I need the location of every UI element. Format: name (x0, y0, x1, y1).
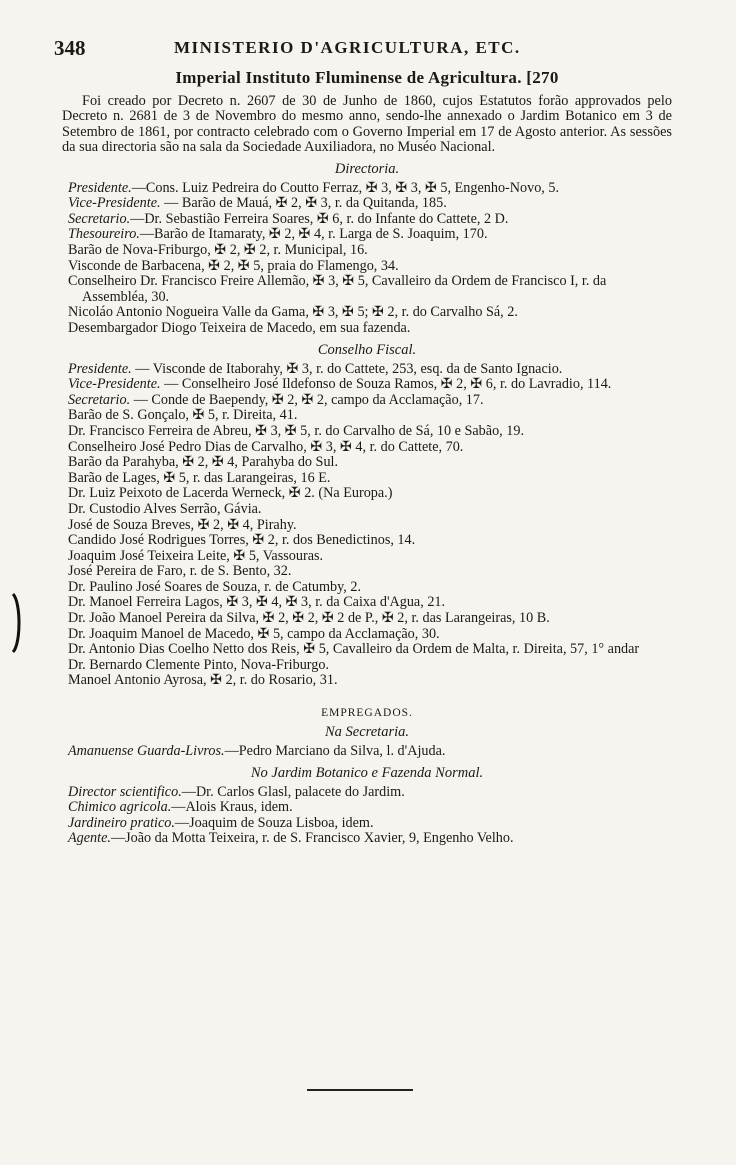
entry-role: Amanuense Guarda-Livros. (68, 743, 225, 760)
list-item (68, 321, 672, 337)
entry-role: Chimico agricola. (68, 799, 172, 816)
directoria-heading: Directoria. (334, 160, 400, 177)
entry-text: Visconde de Barbacena, ✠ 2, ✠ 5, praia do Flamengo, 34. (68, 257, 399, 274)
entry-role: Presidente. (68, 179, 132, 196)
entry-text: Nicoláo Antonio Nogueira Valle da Gama, ✠ 3, ✠ 5; ✠ 2, r. do Carvalho Sá, 2. (68, 304, 518, 321)
entry-text: Conselheiro Dr. Francisco Freire Allemão, ✠ 3, ✠ 5, Cavalleiro da Ordem de Francisco I, r. da Assembléa, 30. (68, 273, 607, 305)
entry-text: José de Souza Breves, ✠ 2, ✠ 4, Pirahy. (68, 516, 297, 533)
entry-text: — Conde de Baependy, ✠ 2, ✠ 2, campo da Acclamação, 17. (130, 391, 484, 408)
list-item (68, 259, 672, 275)
entry-text: —Joaquim de Souza Lisboa, idem. (174, 814, 374, 831)
list-item (68, 227, 672, 243)
entry-text: —Barão de Itamaraty, ✠ 2, ✠ 4, r. Larga de S. Joaquim, 170. (139, 226, 488, 243)
list-item (68, 243, 672, 259)
entry-text: —Dr. Sebastião Ferreira Soares, ✠ 6, r. do Infante do Cattete, 2 D. (130, 210, 509, 227)
margin-bracket-mark (10, 592, 24, 654)
list-item (68, 831, 672, 847)
page-number: 348 (54, 36, 86, 60)
entry-text: — Barão de Mauá, ✠ 2, ✠ 3, r. da Quitanda, 185. (160, 195, 447, 212)
list-item (68, 533, 672, 549)
entry-text: —Cons. Luiz Pedreira do Coutto Ferraz, ✠ 3, ✠ 3, ✠ 5, Engenho-Novo, 5. (131, 179, 560, 196)
list-item (68, 471, 672, 487)
entry-text: Dr. Antonio Dias Coelho Netto dos Reis, ✠ 5, Cavalleiro da Ordem de Malta, r. Direita, 57, 1° andar (68, 641, 640, 658)
list-item (68, 642, 672, 658)
jardim-list (62, 785, 672, 847)
list-item (68, 377, 672, 393)
entry-text: Dr. Luiz Peixoto de Lacerda Werneck, ✠ 2. (Na Europa.) (68, 485, 393, 502)
entry-text: Barão de Lages, ✠ 5, r. das Larangeiras, 16 E. (68, 469, 331, 486)
entry-text: Barão de Nova-Friburgo, ✠ 2, ✠ 2, r. Municipal, 16. (68, 242, 368, 258)
entry-text: Dr. Bernardo Clemente Pinto, Nova-Friburgo. (68, 656, 329, 673)
page-header (54, 36, 672, 62)
entry-role: Secretario. (68, 391, 131, 408)
entry-text: Dr. Paulino José Soares de Souza, r. de Catumby, 2. (68, 578, 362, 595)
list-item (68, 595, 672, 611)
entry-text: Dr. Francisco Ferreira de Abreu, ✠ 3, ✠ 5, r. do Carvalho de Sá, 10 e Sabão, 19. (68, 422, 524, 439)
entry-text: Conselheiro José Pedro Dias de Carvalho, ✠ 3, ✠ 4, r. do Cattete, 70. (68, 438, 464, 455)
secretaria-list (62, 744, 672, 760)
entry-text: José Pereira de Faro, r. de S. Bento, 32. (68, 563, 292, 580)
empregados-heading: EMPREGADOS. (321, 707, 413, 720)
list-item (68, 362, 672, 378)
entry-role: Agente. (68, 830, 111, 847)
entry-text: —Alois Kraus, idem. (171, 799, 293, 816)
entry-text: Barão da Parahyba, ✠ 2, ✠ 4, Parahyba do Sul. (68, 454, 339, 471)
entry-text: —Dr. Carlos Glasl, palacete do Jardim. (181, 783, 405, 800)
list-item (68, 424, 672, 440)
entry-text: Dr. Manoel Ferreira Lagos, ✠ 3, ✠ 4, ✠ 3, r. da Caixa d'Agua, 21. (68, 594, 446, 611)
entry-text: —João da Motta Teixeira, r. de S. Francisco Xavier, 9, Engenho Velho. (110, 830, 514, 847)
list-item (68, 440, 672, 456)
list-item (68, 627, 672, 643)
entry-text: Joaquim José Teixeira Leite, ✠ 5, Vassouras. (68, 547, 324, 564)
list-item (68, 564, 672, 580)
secretaria-heading: Na Secretaria. (324, 724, 410, 741)
list-item (68, 212, 672, 228)
list-item (68, 673, 672, 689)
entry-text: Barão de S. Gonçalo, ✠ 5, r. Direita, 41. (68, 407, 298, 424)
article-title: Imperial Instituto Fluminense de Agricultura. [270 (175, 68, 559, 87)
entry-text: Dr. Custodio Alves Serrão, Gávia. (68, 500, 262, 517)
list-item (68, 486, 672, 502)
list-item (68, 181, 672, 197)
list-item (68, 658, 672, 674)
list-item (68, 274, 672, 305)
entry-role: Vice-Presidente. (68, 195, 161, 212)
entry-role: Secretario. (68, 210, 131, 227)
list-item (68, 305, 672, 321)
entry-text: —Pedro Marciano da Silva, l. d'Ajuda. (224, 743, 446, 760)
entry-text: — Conselheiro José Ildefonso de Souza Ramos, ✠ 2, ✠ 6, r. do Lavradio, 114. (160, 376, 612, 393)
entry-text: Candido José Rodrigues Torres, ✠ 2, r. dos Benedictinos, 14. (68, 532, 416, 549)
list-item (68, 785, 672, 801)
list-item (68, 744, 672, 760)
closing-rule (307, 1089, 413, 1091)
directoria-list (62, 181, 672, 337)
list-item (68, 580, 672, 596)
list-item (68, 196, 672, 212)
list-item (68, 611, 672, 627)
list-item (68, 502, 672, 518)
list-item (68, 455, 672, 471)
entry-role: Thesoureiro. (68, 226, 140, 243)
list-item (68, 816, 672, 832)
list-item (68, 518, 672, 534)
conselho-heading: Conselho Fiscal. (317, 341, 417, 358)
intro-paragraph: Foi creado por Decreto n. 2607 de 30 de Junho de 1860, cujos Estatutos forão approvados pelo Decreto n. 2681 de 3 de Novembro do mesmo anno, sendo-lhe annexado o Jardim Botanico em 3 de Setembro de 1861, por contracto celebrado com o Governo Imperial em 17 de Agosto anterior. As sessões da sua directoria são na sala da Sociedade Auxiliadora, no Muséo Nacional. (62, 93, 672, 156)
list-item (68, 393, 672, 409)
entry-text: — Visconde de Itaborahy, ✠ 3, r. do Cattete, 253, esq. da de Santo Ignacio. (131, 360, 563, 377)
page (54, 36, 672, 847)
conselho-list (62, 362, 672, 689)
list-item (68, 549, 672, 565)
entry-role: Director scientifico. (68, 783, 182, 800)
jardim-heading: No Jardim Botanico e Fazenda Normal. (250, 764, 484, 781)
running-head: MINISTERIO D'AGRICULTURA, ETC. (174, 38, 521, 57)
entry-text: Dr. Joaquim Manoel de Macedo, ✠ 5, campo da Acclamação, 30. (68, 625, 440, 642)
entry-role: Vice-Presidente. (68, 376, 161, 393)
list-item (68, 408, 672, 424)
entry-role: Jardineiro pratico. (68, 814, 175, 831)
entry-text: Manoel Antonio Ayrosa, ✠ 2, r. do Rosario, 31. (68, 672, 338, 689)
list-item (68, 800, 672, 816)
entry-text: Desembargador Diogo Teixeira de Macedo, em sua fazenda. (68, 319, 411, 336)
entry-role: Presidente. (68, 360, 132, 377)
entry-text: Dr. João Manoel Pereira da Silva, ✠ 2, ✠ 2, ✠ 2 de P., ✠ 2, r. das Larangeiras, 10 B. (68, 610, 550, 627)
